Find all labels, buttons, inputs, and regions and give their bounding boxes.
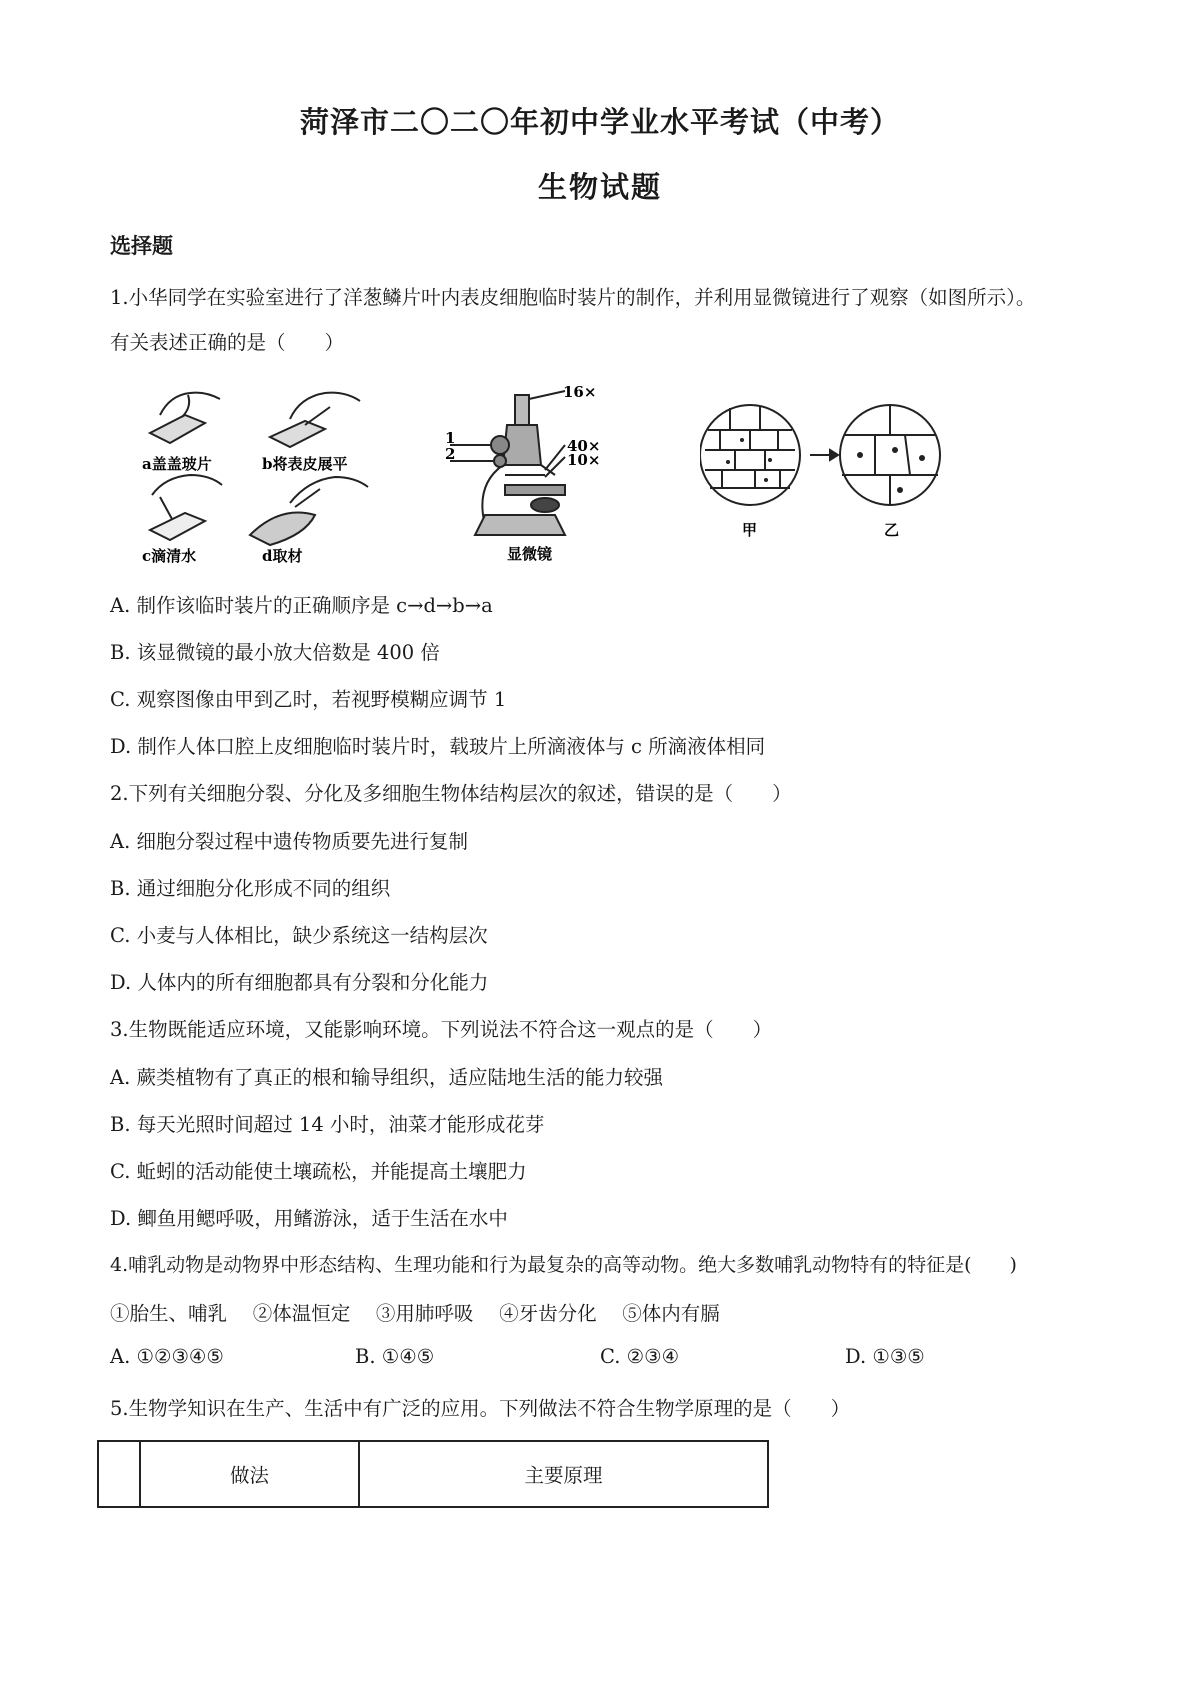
knob-label-2: 2 [445, 445, 456, 463]
q2-option-d: D. 人体内的所有细胞都具有分裂和分化能力 [110, 971, 489, 994]
q4-option-d: D. ①③⑤ [845, 1345, 925, 1368]
q2-option-a: A. 细胞分裂过程中遗传物质要先进行复制 [110, 830, 468, 853]
q3-option-a: A. 蕨类植物有了真正的根和输导组织，适应陆地生活的能力较强 [110, 1066, 663, 1089]
q1-option-c: C. 观察图像由甲到乙时，若视野模糊应调节 1 [110, 688, 507, 711]
q2-option-c: C. 小麦与人体相比，缺少系统这一结构层次 [110, 924, 488, 947]
q1-stem-line2: 有关表述正确的是（ ） [110, 331, 345, 354]
microscope-caption: 显微镜 [507, 545, 553, 563]
table-header-practice: 做法 [140, 1441, 359, 1507]
page-subtitle: 生物试题 [537, 170, 662, 204]
q3-option-d: D. 鲫鱼用鳃呼吸，用鳍游泳，适于生活在水中 [110, 1207, 508, 1230]
q4-option-a: A. ①②③④⑤ [110, 1345, 224, 1368]
table-header-principle: 主要原理 [359, 1441, 768, 1507]
q1-option-b: B. 该显微镜的最小放大倍数是 400 倍 [110, 641, 440, 664]
q5-table [97, 1440, 769, 1508]
step-c-caption: c滴清水 [142, 547, 197, 565]
view-label-jia: 甲 [742, 521, 758, 539]
q4-option-c: C. ②③④ [600, 1345, 680, 1368]
q5-stem: 5.生物学知识在生产、生活中有广泛的应用。下列做法不符合生物学原理的是（ ） [110, 1397, 851, 1420]
q1-figure-views [700, 400, 950, 560]
q3-option-c: C. 蚯蚓的活动能使土壤疏松，并能提高土壤肥力 [110, 1160, 527, 1183]
view-label-yi: 乙 [884, 521, 900, 539]
q4-features: ①胎生、哺乳 ②体温恒定 ③用肺呼吸 ④牙齿分化 ⑤体内有膈 [110, 1302, 720, 1325]
objective-label-10: 10× [567, 451, 601, 469]
q1-figure-microscope [445, 385, 625, 565]
q1-option-a: A. 制作该临时装片的正确顺序是 c→d→b→a [110, 594, 493, 617]
knob-label-1: 1 [445, 429, 456, 447]
objective-label-40: 40× [567, 437, 601, 455]
q1-figure-steps [130, 385, 380, 565]
q1-stem-line1: 1.小华同学在实验室进行了洋葱鳞片叶内表皮细胞临时装片的制作，并利用显微镜进行了观察（如图所示）。 [110, 286, 1036, 309]
section-title: 选择题 [110, 233, 173, 258]
q4-stem: 4.哺乳动物是动物界中形态结构、生理功能和行为最复杂的高等动物。绝大多数哺乳动物特有的特征是( ) [110, 1254, 1017, 1276]
step-a-caption: a盖盖玻片 [142, 455, 212, 473]
table-header-row [98, 1441, 768, 1507]
step-d-caption: d取材 [262, 547, 303, 565]
q3-option-b: B. 每天光照时间超过 14 小时，油菜才能形成花芽 [110, 1113, 545, 1136]
eyepiece-label: 16× [563, 385, 597, 401]
page-title: 菏泽市二〇二〇年初中学业水平考试（中考） [299, 105, 900, 139]
q3-stem: 3.生物既能适应环境，又能影响环境。下列说法不符合这一观点的是（ ） [110, 1018, 773, 1041]
q4-option-b: B. ①④⑤ [355, 1345, 435, 1368]
q1-option-d: D. 制作人体口腔上皮细胞临时装片时，载玻片上所滴液体与 c 所滴液体相同 [110, 735, 766, 758]
table-header-index [98, 1441, 140, 1507]
step-b-caption: b将表皮展平 [262, 455, 348, 473]
q2-option-b: B. 通过细胞分化形成不同的组织 [110, 877, 391, 900]
q2-stem: 2.下列有关细胞分裂、分化及多细胞生物体结构层次的叙述，错误的是（ ） [110, 782, 792, 805]
